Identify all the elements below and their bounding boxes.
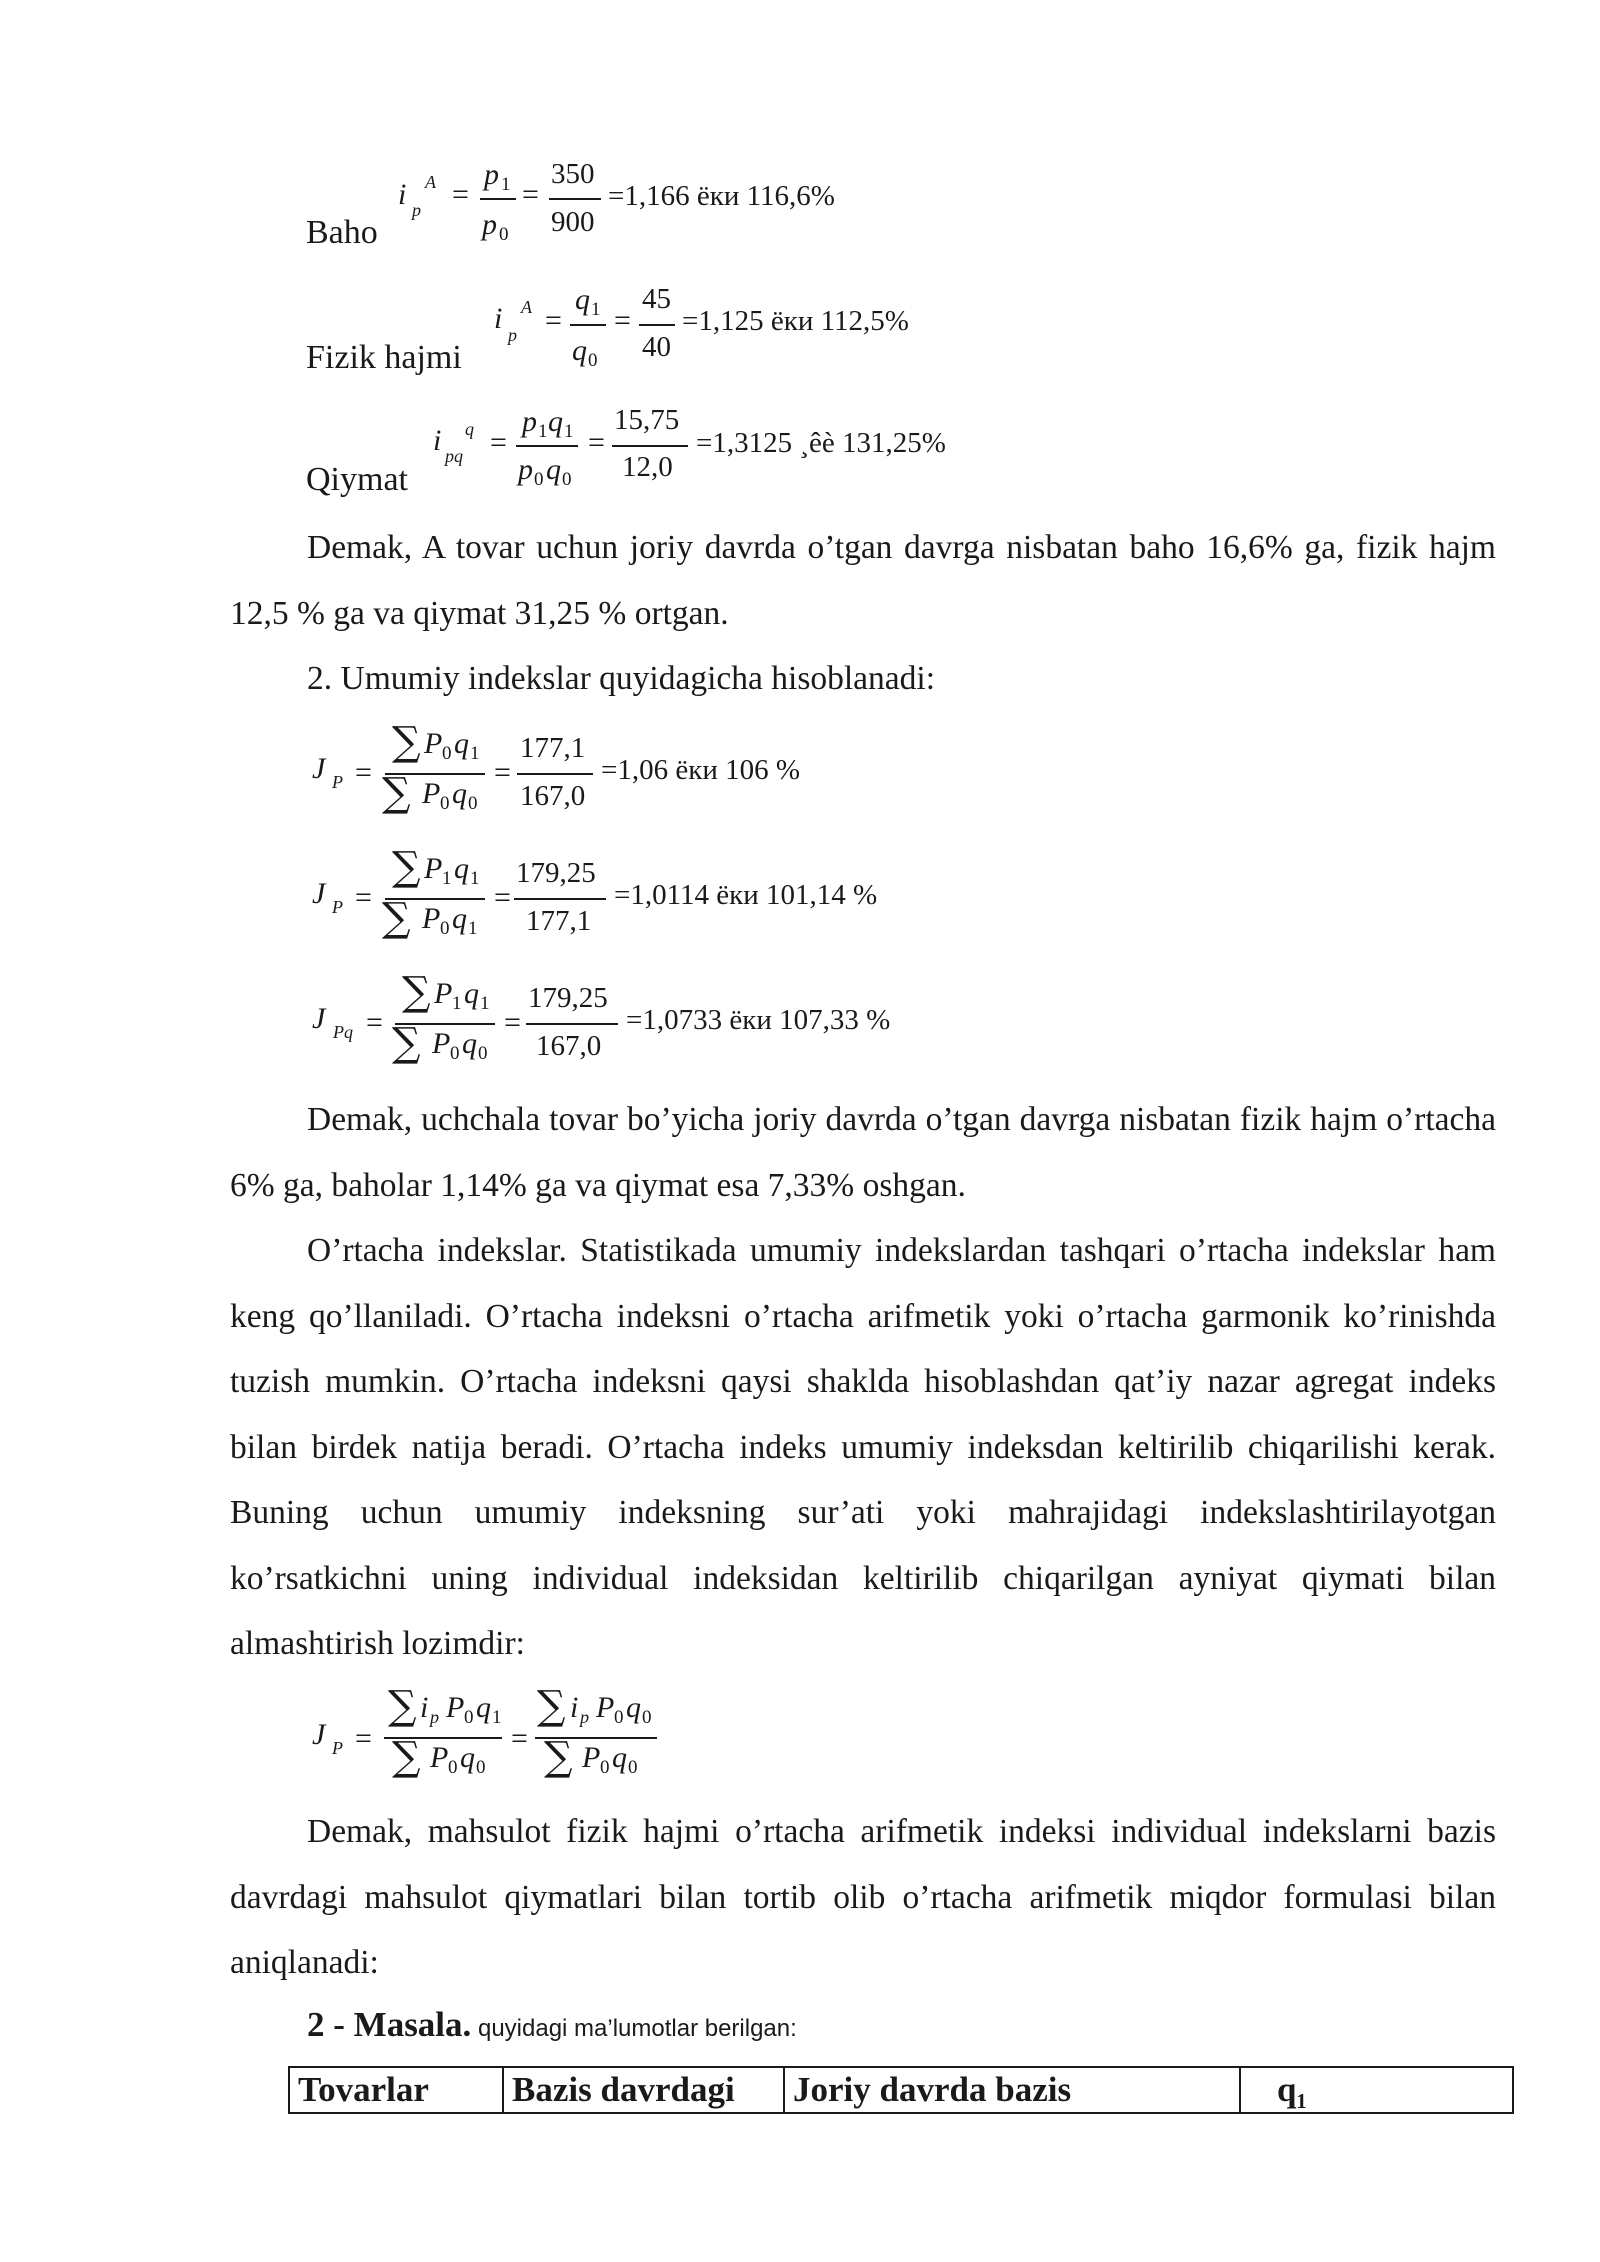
baho-label: Baho [306, 214, 378, 251]
paragraph-5: Demak, mahsulot fizik hajmi o’rtacha arifmetik indeksi individual indekslarni bazis davrdagi mahsulot qiymatlari bilan tortib olib o’rtacha arifmetik miqdor formulasi bilan aniqlanadi: [230, 1813, 1496, 1981]
baho-result: =1,166 ёки 116,6% [608, 180, 835, 212]
table-header-cell: Tovarlar [289, 2067, 503, 2113]
masala-heading [307, 2005, 797, 2045]
table-header-cell: q₁ [1240, 2067, 1513, 2113]
paragraph-4: O’rtacha indekslar. Statistikada umumiy indekslardan tashqari o’rtacha indekslar ham keng qo’llaniladi. O’rtacha indeksni o’rtacha arifmetik yoki o’rtacha garmonik ko’rinishda tuzish mumkin. O’rtacha indeksni qaysi shaklda hisoblashdan qat’iy nazar agregat indeks bilan birdek natija beradi. O’rtacha indeks umumiy indeksdan keltirilib chiqarilishi kerak. Buning uchun umumiy indeksning sur’ati yoki mahrajidagi indekslashtirilayotgan ko’rsatkichni uning individual indeksidan keltirilib chiqarilgan ayniyat qiymati bilan almashtirish lozimdir: [230, 1232, 1496, 1662]
qiymat-result: =1,3125 ¸êè 131,25% [696, 427, 946, 459]
table-header-cell: Bazis davrdagi [503, 2067, 784, 2113]
paragraph-1: Demak, A tovar uchun joriy davrda o’tgan davrga nisbatan baho 16,6% ga, fizik hajm 12,5 % ga va qiymat 31,25 % ortgan. [230, 529, 1496, 632]
paragraph-2: 2. Umumiy indekslar quyidagicha hisoblanadi: [307, 660, 936, 697]
table-header-row [289, 2067, 1513, 2113]
masala-text: quyidagi ma’lumotlar berilgan: [471, 2015, 797, 2042]
fizik-result: =1,125 ёки 112,5% [682, 305, 909, 337]
masala-title: 2 - Masala. [307, 2005, 472, 2044]
data-table [288, 2066, 1514, 2114]
table-header-cell: Joriy davrda bazis [784, 2067, 1240, 2113]
document-page: Baho i A p = p 1 p 0 = 350 900 =1,166 ёки 116,6% Fizik hajmi i A p = q 1 q 0 = 45 40 =1,125 ёки 112,5% Qiymat i q pq = p 1 q 1 p 0 q 0 = 15,75 12,0 =1,3125 ¸êè 131,25% Demak, A tovar uchun joriy davrda o’tgan davrga nisbatan baho 16,6% ga, fizik hajm 12,5 % ga va qiymat 31,25 % ortgan. 2. Umumiy indekslar quyidagicha hisoblanadi: J P = ∑ P 0 q 1 ∑ P 0 q 0 = 177,1 167,0 =1,06 ёки 106 % J P = ∑ P 1 q 1 ∑ P 0 q 1 = 179,25 177,1 =1,0114 ёки 101,14 % J Pq = ∑ P 1 q 1 ∑ P 0 q 0 = 179,25 167,0 =1,0733 ёки 107,33 % Demak, uchchala tovar bo’yicha joriy davrda o’tgan davrga nisbatan fizik hajm o’rtacha 6% ga, baholar 1,14% ga va qiymat esa 7,33% oshgan. O’rtacha indekslar. Statistikada umumiy indekslardan tashqari o’rtacha indekslar ham keng qo’llaniladi. O’rtacha indeksni o’rtacha arifmetik yoki o’rtacha garmonik ko’rinishda tuzish mumkin. O’rtacha indeksni qaysi shaklda hisoblashdan qat’iy nazar agregat indeks bilan birdek natija beradi. O’rtacha indeks umumiy indeksdan keltirilib chiqarilishi kerak. Buning uchun umumiy indeksning sur’ati yoki mahrajidagi indekslashtirilayotgan ko’rsatkichni uning individual indeksidan keltirilib chiqarilgan ayniyat qiymati bilan almashtirish lozimdir: J P = ∑ i p P 0 q 1 ∑ P 0 q 0 = ∑ i p P 0 q 0 ∑ P 0 q 0 Demak, mahsulot fizik hajmi o’rtacha arifmetik indeksi individual indekslarni bazis davrdagi mahsulot qiymatlari bilan tortib olib o’rtacha arifmetik miqdor formulasi bilan aniqlanadi: 2 - Masala. quyidagi ma’lumotlar berilgan: Tovarlar Bazis davrdagi Joriy davrda bazis q₁ [0, 0, 1600, 2262]
fizik-label: Fizik hajmi [306, 339, 462, 376]
paragraph-3: Demak, uchchala tovar bo’yicha joriy davrda o’tgan davrga nisbatan fizik hajm o’rtacha 6% ga, baholar 1,14% ga va qiymat esa 7,33% oshgan. [230, 1101, 1496, 1204]
qiymat-label: Qiymat [306, 461, 408, 498]
